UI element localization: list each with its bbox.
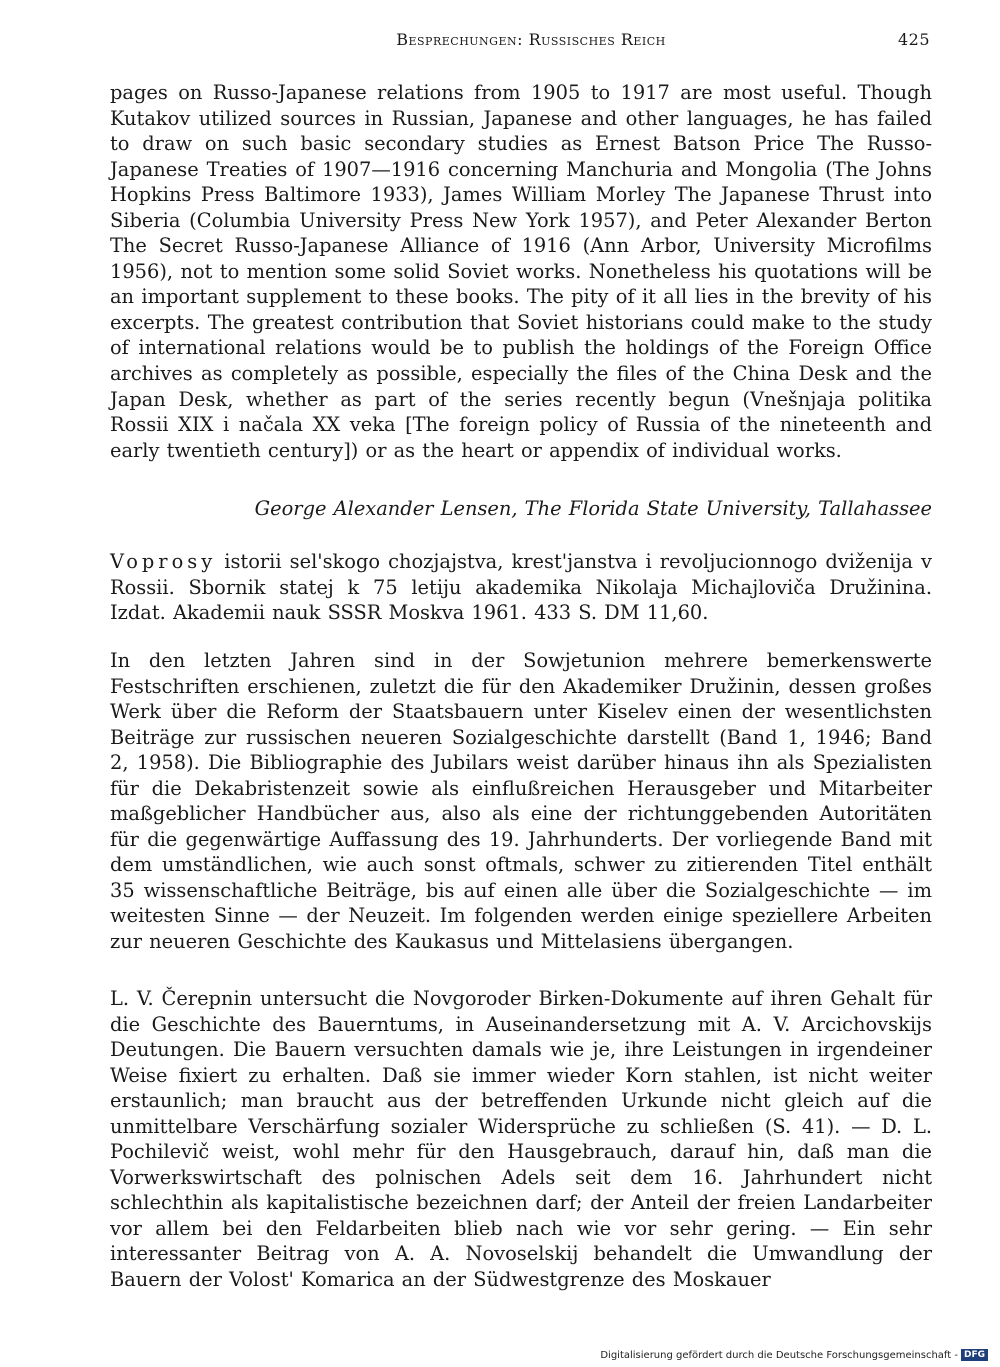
document-page (110, 0, 932, 1367)
paragraph-german-contributions (110, 986, 932, 1293)
running-title: Besprechungen: Russisches Reich (396, 30, 666, 49)
dfg-logo: DFG (961, 1349, 988, 1361)
reviewer-signature (110, 496, 932, 522)
citation-text (110, 549, 932, 626)
paragraph-german-intro (110, 648, 932, 955)
paragraph-text: pages on Russo-Japanese relations from 1905 to 1917 are most useful. Though Kutakov utilized sources in Russian, Japanese and other languages, he has failed to draw on such basic secondary studies as Ernest Batson Price The Russo-Japanese Treaties of 1907—1916 concerning Manchuria and Mongolia (The Johns Hopkins Press Baltimore 1933), James William Morley The Japanese Thrust into Siberia (Columbia University Press New York 1957), and Peter Alexander Berton The Secret Russo-Japanese Alliance of 1916 (Ann Arbor, University Microfilms 1956), not to mention some solid Soviet works. Nonetheless his quotations will be an important supplement to these books. The pity of it all lies in the brevity of his excerpts. The greatest contribution that Soviet historians could make to the study of international relations would be to publish the holdings of the Foreign Office archives as completely as possible, especially the files of the China Desk and the Japan Desk, whether as part of the series recently begun (Vnešnjaja politika Rossii XIX i načala XX veka [The foreign policy of Russia of the nineteenth and early twentieth century]) or as the heart or appendix of individual works. (110, 81, 932, 462)
citation-title: Voprosy (110, 550, 217, 573)
page-header (110, 30, 932, 56)
page-number: 425 (897, 30, 930, 49)
book-citation (110, 549, 932, 626)
footer-credit: Digitalisierung gefördert durch die Deutsche Forschungsgemeinschaft - (600, 1349, 958, 1361)
paragraph-english-review-end (110, 80, 932, 463)
citation-rest: istorii sel'skogo chozjajstva, krest'janstva i revoljucionnogo dviženija v Rossii. Sbornik statej k 75 letiju akademika Nikolaja Michajloviča Družinina. Izdat. Akademii nauk SSSR Moskva 1961. 433 S. DM 11,60. (110, 550, 932, 625)
signature-text: George Alexander Lensen, The Florida State University, Tallahassee (254, 497, 932, 520)
digitization-footer (600, 1349, 988, 1361)
paragraph-text: L. V. Čerepnin untersucht die Novgoroder Birken-Dokumente auf ihren Gehalt für die Geschichte des Bauerntums, in Auseinandersetzung mit A. V. Arcichovskijs Deutungen. Die Bauern versuchten damals wie je, ihre Leistungen in irgendeiner Weise fixiert zu erhalten. Daß sie immer wieder Korn stahlen, ist nicht weiter erstaunlich; man braucht aus der betreffenden Urkunde nicht gleich auf die unmittelbare Verschärfung sozialer Widersprüche zu schließen (S. 41). — D. L. Pochilevič weist, wohl mehr für den Hausgebrauch, darauf hin, daß man die Vorwerkswirtschaft des polnischen Adels seit dem 16. Jahrhundert nicht schlechthin als kapitalistische bezeichnen darf; der Anteil der freien Landarbeiter vor allem bei den Feldarbeiten blieb nach wie vor sehr gering. — Ein sehr interessanter Beitrag von A. A. Novoselskij behandelt die Umwandlung der Bauern der Volost' Komarica an der Südwestgrenze des Moskauer (110, 987, 932, 1292)
paragraph-text: In den letzten Jahren sind in der Sowjetunion mehrere bemerkenswerte Festschriften erschienen, zuletzt die für den Akademiker Družinin, dessen großes Werk über die Reform der Staatsbauern unter Kiselev einen der wesentlichsten Beiträge zur russischen neueren Sozialgeschichte darstellt (Band 1, 1946; Band 2, 1958). Die Bibliographie des Jubilars weist darüber hinaus ihn als Spezialisten für die Dekabristenzeit sowie als einflußreichen Herausgeber und Mitarbeiter maßgeblicher Handbücher aus, also als eine der richtunggebenden Autoritäten für die gegenwärtige Auffassung des 19. Jahrhunderts. Der vorliegende Band mit dem umständlichen, wie auch sonst oftmals, schwer zu zitierenden Titel enthält 35 wissenschaftliche Beiträge, bis auf einen alle über die Sozialgeschichte — im weitesten Sinne — der Neuzeit. Im folgenden werden einige speziellere Arbeiten zur neueren Geschichte des Kaukasus und Mittelasiens übergangen. (110, 649, 932, 954)
